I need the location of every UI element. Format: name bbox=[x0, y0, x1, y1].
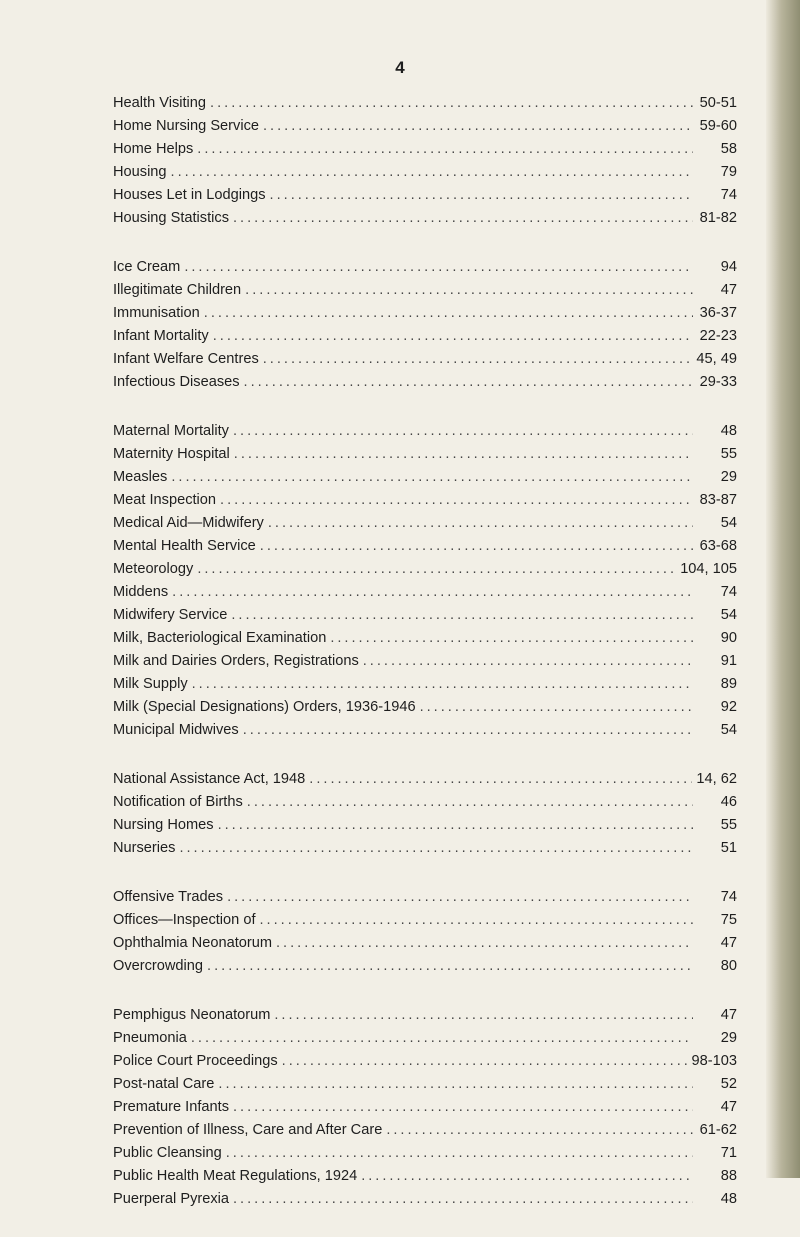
dot-leader bbox=[274, 1004, 693, 1027]
page-number: 4 bbox=[395, 58, 405, 77]
index-entry bbox=[113, 256, 737, 279]
index-entry bbox=[113, 420, 737, 443]
index-entry bbox=[113, 673, 737, 696]
entry-pages: 45, 49 bbox=[696, 351, 737, 367]
entry-label: Housing bbox=[113, 164, 167, 180]
index-group bbox=[113, 768, 737, 860]
entry-label: Milk and Dairies Orders, Registrations bbox=[113, 653, 359, 669]
dot-leader bbox=[361, 1165, 693, 1188]
index-entry bbox=[113, 604, 737, 627]
entry-pages: 92 bbox=[720, 699, 737, 715]
dot-leader bbox=[270, 184, 693, 207]
entry-pages: 74 bbox=[720, 187, 737, 203]
entry-pages: 71 bbox=[720, 1145, 737, 1161]
entry-label: Infectious Diseases bbox=[113, 374, 240, 390]
entry-pages: 48 bbox=[720, 423, 737, 439]
index-entry bbox=[113, 955, 737, 978]
entry-label: Nursing Homes bbox=[113, 817, 214, 833]
index-entry bbox=[113, 279, 737, 302]
index-entry bbox=[113, 886, 737, 909]
entry-pages: 79 bbox=[720, 164, 737, 180]
entry-pages: 80 bbox=[720, 958, 737, 974]
entry-label: Measles bbox=[113, 469, 168, 485]
dot-leader bbox=[363, 650, 693, 673]
index-entry bbox=[113, 791, 737, 814]
entry-label: Puerperal Pyrexia bbox=[113, 1191, 229, 1207]
dot-leader bbox=[247, 791, 693, 814]
entry-pages: 36-37 bbox=[699, 305, 737, 321]
index-entry bbox=[113, 348, 737, 371]
entry-label: Pemphigus Neonatorum bbox=[113, 1007, 271, 1023]
dot-leader bbox=[231, 604, 693, 627]
entry-pages: 54 bbox=[720, 722, 737, 738]
dot-leader bbox=[260, 535, 693, 558]
dot-leader bbox=[192, 673, 693, 696]
entry-pages: 29-33 bbox=[699, 374, 737, 390]
index-entry bbox=[113, 768, 737, 791]
entry-pages: 47 bbox=[720, 1007, 737, 1023]
dot-leader bbox=[172, 581, 693, 604]
entry-pages: 46 bbox=[720, 794, 737, 810]
entry-label: Nurseries bbox=[113, 840, 176, 856]
page-edge-shadow bbox=[766, 0, 800, 1178]
entry-label: Middens bbox=[113, 584, 169, 600]
index-group bbox=[113, 420, 737, 742]
entry-label: Meteorology bbox=[113, 561, 194, 577]
index-entry bbox=[113, 1119, 737, 1142]
entry-label: Home Nursing Service bbox=[113, 118, 259, 134]
entry-label: Police Court Proceedings bbox=[113, 1053, 278, 1069]
index-entry bbox=[113, 489, 737, 512]
entry-pages: 55 bbox=[720, 817, 737, 833]
dot-leader bbox=[233, 1096, 693, 1119]
index-entry bbox=[113, 909, 737, 932]
entry-pages: 104, 105 bbox=[680, 561, 737, 577]
dot-leader bbox=[197, 558, 676, 581]
entry-pages: 63-68 bbox=[699, 538, 737, 554]
entry-label: National Assistance Act, 1948 bbox=[113, 771, 306, 787]
dot-leader bbox=[260, 909, 694, 932]
entry-pages: 89 bbox=[720, 676, 737, 692]
entry-pages: 81-82 bbox=[699, 210, 737, 226]
entry-pages: 74 bbox=[720, 584, 737, 600]
dot-leader bbox=[233, 1188, 693, 1211]
index-entry bbox=[113, 1050, 737, 1073]
index-list bbox=[113, 92, 737, 1237]
entry-label: Meat Inspection bbox=[113, 492, 217, 508]
dot-leader bbox=[244, 371, 693, 394]
index-entry bbox=[113, 1073, 737, 1096]
entry-label: Prevention of Illness, Care and After Care bbox=[113, 1122, 383, 1138]
index-entry bbox=[113, 719, 737, 742]
dot-leader bbox=[276, 932, 693, 955]
entry-pages: 55 bbox=[720, 446, 737, 462]
entry-pages: 94 bbox=[720, 259, 737, 275]
dot-leader bbox=[420, 696, 693, 719]
index-entry bbox=[113, 1004, 737, 1027]
entry-pages: 47 bbox=[720, 1099, 737, 1115]
dot-leader bbox=[386, 1119, 693, 1142]
dot-leader bbox=[184, 256, 693, 279]
index-entry bbox=[113, 466, 737, 489]
index-entry bbox=[113, 443, 737, 466]
entry-pages: 29 bbox=[720, 1030, 737, 1046]
entry-label: Pneumonia bbox=[113, 1030, 187, 1046]
entry-label: Milk, Bacteriological Examination bbox=[113, 630, 327, 646]
index-entry bbox=[113, 627, 737, 650]
entry-label: Illegitimate Children bbox=[113, 282, 242, 298]
entry-pages: 22-23 bbox=[699, 328, 737, 344]
dot-leader bbox=[218, 814, 693, 837]
entry-pages: 75 bbox=[720, 912, 737, 928]
entry-label: Houses Let in Lodgings bbox=[113, 187, 266, 203]
index-entry bbox=[113, 371, 737, 394]
dot-leader bbox=[179, 837, 693, 860]
entry-label: Infant Mortality bbox=[113, 328, 209, 344]
entry-pages: 88 bbox=[720, 1168, 737, 1184]
index-entry bbox=[113, 837, 737, 860]
dot-leader bbox=[243, 719, 693, 742]
index-entry bbox=[113, 932, 737, 955]
index-group bbox=[113, 92, 737, 230]
index-entry bbox=[113, 558, 737, 581]
index-entry bbox=[113, 696, 737, 719]
entry-label: Public Health Meat Regulations, 1924 bbox=[113, 1168, 358, 1184]
entry-pages: 54 bbox=[720, 607, 737, 623]
entry-pages: 47 bbox=[720, 935, 737, 951]
dot-leader bbox=[282, 1050, 688, 1073]
entry-pages: 52 bbox=[720, 1076, 737, 1092]
index-entry bbox=[113, 1188, 737, 1211]
entry-label: Maternity Hospital bbox=[113, 446, 230, 462]
dot-leader bbox=[220, 489, 693, 512]
dot-leader bbox=[268, 512, 693, 535]
index-entry bbox=[113, 92, 737, 115]
index-entry bbox=[113, 581, 737, 604]
dot-leader bbox=[171, 161, 693, 184]
index-entry bbox=[113, 1096, 737, 1119]
index-group bbox=[113, 256, 737, 394]
entry-label: Municipal Midwives bbox=[113, 722, 239, 738]
entry-label: Immunisation bbox=[113, 305, 200, 321]
dot-leader bbox=[309, 768, 692, 791]
entry-label: Premature Infants bbox=[113, 1099, 229, 1115]
dot-leader bbox=[233, 420, 693, 443]
dot-leader bbox=[204, 302, 693, 325]
index-entry bbox=[113, 302, 737, 325]
dot-leader bbox=[210, 92, 693, 115]
dot-leader bbox=[218, 1073, 693, 1096]
entry-pages: 90 bbox=[720, 630, 737, 646]
entry-label: Public Cleansing bbox=[113, 1145, 222, 1161]
entry-label: Ophthalmia Neonatorum bbox=[113, 935, 272, 951]
entry-pages: 58 bbox=[720, 141, 737, 157]
index-entry bbox=[113, 161, 737, 184]
entry-label: Health Visiting bbox=[113, 95, 207, 111]
entry-pages: 54 bbox=[720, 515, 737, 531]
index-entry bbox=[113, 1027, 737, 1050]
entry-label: Ice Cream bbox=[113, 259, 181, 275]
dot-leader bbox=[330, 627, 693, 650]
entry-label: Post-natal Care bbox=[113, 1076, 215, 1092]
index-entry bbox=[113, 535, 737, 558]
entry-pages: 48 bbox=[720, 1191, 737, 1207]
dot-leader bbox=[234, 443, 693, 466]
entry-pages: 91 bbox=[720, 653, 737, 669]
dot-leader bbox=[197, 138, 693, 161]
index-group bbox=[113, 886, 737, 978]
entry-pages: 61-62 bbox=[699, 1122, 737, 1138]
dot-leader bbox=[227, 886, 693, 909]
dot-leader bbox=[263, 115, 693, 138]
entry-pages: 74 bbox=[720, 889, 737, 905]
entry-label: Infant Welfare Centres bbox=[113, 351, 259, 367]
index-entry bbox=[113, 1165, 737, 1188]
index-entry bbox=[113, 138, 737, 161]
entry-pages: 98-103 bbox=[691, 1053, 737, 1069]
index-entry bbox=[113, 1142, 737, 1165]
entry-label: Overcrowding bbox=[113, 958, 204, 974]
entry-label: Milk Supply bbox=[113, 676, 188, 692]
dot-leader bbox=[226, 1142, 693, 1165]
entry-label: Maternal Mortality bbox=[113, 423, 229, 439]
dot-leader bbox=[207, 955, 693, 978]
index-entry bbox=[113, 512, 737, 535]
index-entry bbox=[113, 207, 737, 230]
entry-label: Notification of Births bbox=[113, 794, 243, 810]
entry-pages: 47 bbox=[720, 282, 737, 298]
entry-pages: 51 bbox=[720, 840, 737, 856]
entry-label: Offensive Trades bbox=[113, 889, 224, 905]
dot-leader bbox=[263, 348, 693, 371]
entry-pages: 59-60 bbox=[699, 118, 737, 134]
dot-leader bbox=[213, 325, 693, 348]
index-entry bbox=[113, 325, 737, 348]
index-group bbox=[113, 1004, 737, 1211]
dot-leader bbox=[233, 207, 693, 230]
entry-label: Milk (Special Designations) Orders, 1936-1946 bbox=[113, 699, 416, 715]
entry-label: Mental Health Service bbox=[113, 538, 256, 554]
index-entry bbox=[113, 184, 737, 207]
dot-leader bbox=[191, 1027, 693, 1050]
dot-leader bbox=[245, 279, 693, 302]
index-entry bbox=[113, 650, 737, 673]
entry-pages: 50-51 bbox=[699, 95, 737, 111]
entry-pages: 14, 62 bbox=[696, 771, 737, 787]
entry-label: Housing Statistics bbox=[113, 210, 229, 226]
entry-pages: 83-87 bbox=[699, 492, 737, 508]
entry-label: Midwifery Service bbox=[113, 607, 228, 623]
entry-label: Medical Aid—Midwifery bbox=[113, 515, 264, 531]
entry-label: Offices—Inspection of bbox=[113, 912, 256, 928]
dot-leader bbox=[171, 466, 693, 489]
index-entry bbox=[113, 814, 737, 837]
entry-pages: 29 bbox=[720, 469, 737, 485]
entry-label: Home Helps bbox=[113, 141, 194, 157]
index-entry bbox=[113, 115, 737, 138]
